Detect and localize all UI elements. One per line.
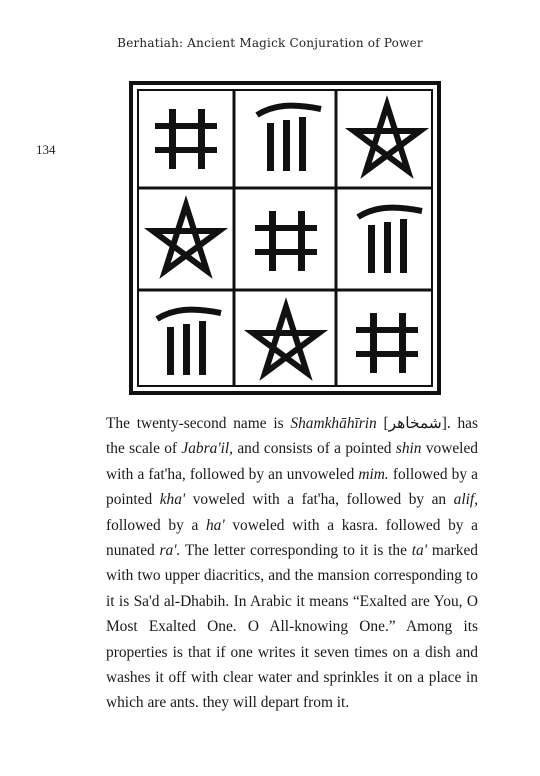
text-run: voweled with a fat'ha, followed by an unvoweled — [106, 440, 478, 483]
text-run: The letter corresponding to it is the — [180, 542, 412, 560]
italic-term: kha' — [159, 491, 186, 509]
body-paragraph — [106, 411, 478, 716]
page-number: 134 — [36, 142, 56, 157]
italic-term: Jabra'il, — [181, 440, 234, 458]
text-run: followed by a — [106, 516, 206, 534]
italic-term: ha' — [205, 516, 225, 534]
text-run: marked with two upper diacritics, and the mansion corresponding to it is Sa'd al-Dhabih. In Arabic it means “Exalted are You, O Most Exalted One. O All-knowing One.” Among its properties is that if one writes it seven times on a dish and washes it off with clear water and sprinkles it on a place in which are ants. they will depart from it. — [106, 542, 478, 712]
pentagram-symbol — [253, 307, 319, 373]
running-head: Berhatiah: Ancient Magick Conjuration of Power — [117, 36, 423, 50]
text-run: has the scale of — [106, 415, 478, 458]
italic-term: shin — [395, 440, 422, 458]
triple-bar-symbol — [358, 208, 422, 273]
triple-bar-symbol — [157, 310, 221, 375]
italic-term: alif, — [453, 491, 479, 509]
hash-symbol — [356, 313, 418, 373]
italic-term: ta' — [411, 542, 428, 560]
text-run: voweled with a fat'ha, followed by an — [185, 491, 454, 509]
name-italic: Shamkhāhīrin — [290, 415, 377, 432]
talisman-grid — [129, 81, 441, 395]
triple-bar-symbol — [257, 106, 321, 171]
italic-term: mim. — [358, 465, 389, 483]
hash-symbol — [255, 211, 317, 271]
text-run: The twenty-second name is — [106, 415, 291, 432]
pentagram-symbol — [153, 205, 219, 271]
hash-symbol — [155, 109, 217, 169]
text-run: voweled with a kasra. followed by a nunated — [106, 516, 478, 560]
text-run: and consists of a pointed — [233, 440, 396, 458]
pentagram-symbol — [354, 105, 420, 171]
italic-term: ra'. — [159, 542, 181, 560]
text-run: followed by a pointed — [106, 465, 478, 509]
arabic-name: [شمخاهر]. — [383, 415, 451, 432]
